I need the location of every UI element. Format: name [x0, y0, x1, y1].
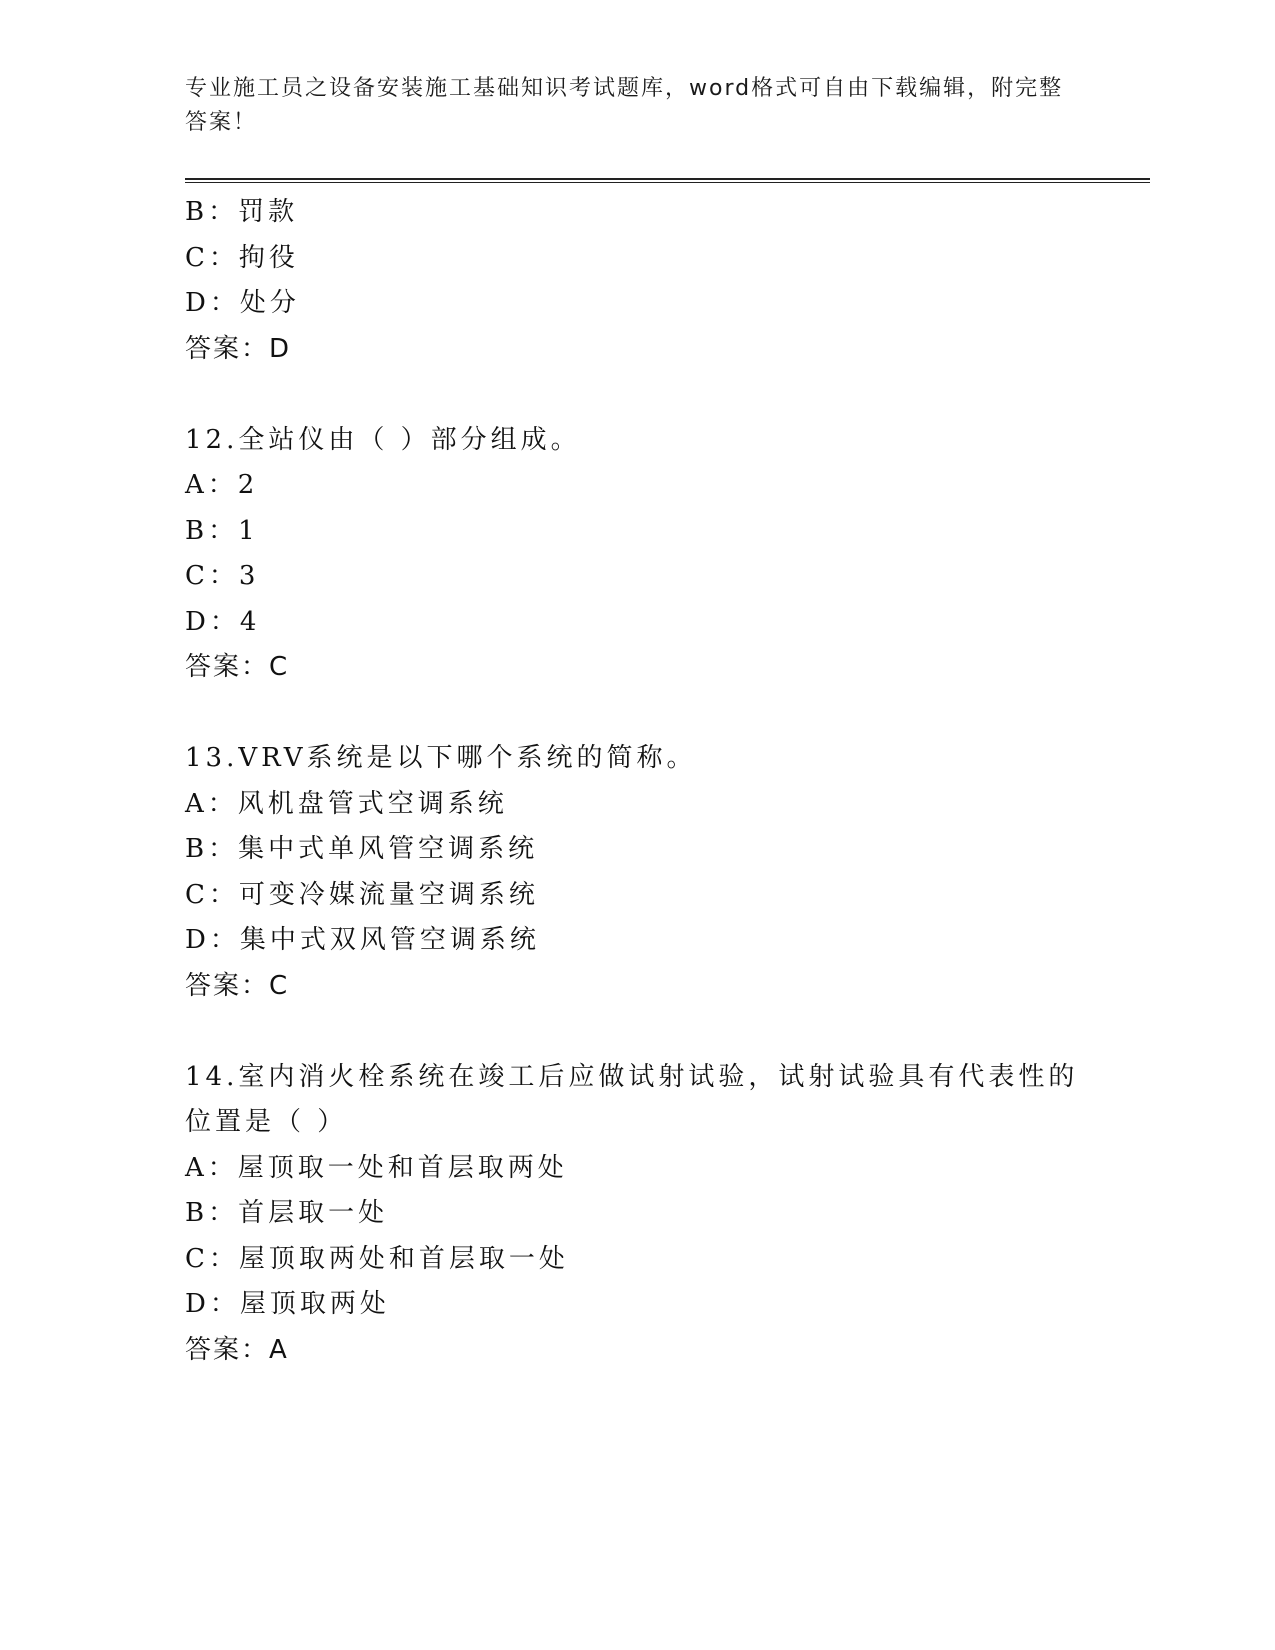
option-c: C：3 — [185, 561, 260, 591]
question-11-tail — [185, 190, 1085, 372]
option-c: C：拘役 — [185, 242, 299, 273]
spacer — [185, 1009, 1085, 1055]
spacer — [185, 691, 1085, 737]
option-a: A：风机盘管式空调系统 — [185, 788, 508, 819]
option-b: B：集中式单风管空调系统 — [185, 834, 539, 864]
question-13 — [185, 736, 1085, 1009]
question-stem: 14.室内消火栓系统在竣工后应做试射试验，试射试验具有代表性的位置是（ ） — [185, 1061, 1079, 1137]
spacer — [185, 372, 1085, 418]
answer-line: 答案：A — [185, 1334, 289, 1365]
question-stem: 13.VRV系统是以下哪个系统的简称。 — [185, 743, 697, 773]
option-d: D：集中式双风管空调系统 — [185, 925, 540, 955]
question-14 — [185, 1055, 1085, 1374]
header-rule-thin — [185, 182, 1150, 183]
option-a: A：屋顶取一处和首层取两处 — [185, 1152, 568, 1183]
option-c: C：可变冷媒流量空调系统 — [185, 879, 539, 910]
header-rule-thick — [185, 178, 1150, 180]
answer-line: 答案：C — [185, 652, 290, 682]
option-c: C：屋顶取两处和首层取一处 — [185, 1243, 569, 1274]
question-list — [185, 190, 1085, 1373]
option-d: D：屋顶取两处 — [185, 1289, 390, 1319]
option-d: D：4 — [185, 606, 261, 637]
option-d: D：处分 — [185, 288, 300, 318]
option-b: B：罚款 — [185, 197, 299, 227]
answer-line: 答案：D — [185, 333, 292, 364]
document-header: 专业施工员之设备安装施工基础知识考试题库，word格式可自由下载编辑，附完整答案！ — [185, 76, 1064, 135]
answer-line: 答案：C — [185, 970, 290, 1001]
option-b: B：首层取一处 — [185, 1198, 389, 1228]
option-b: B：1 — [185, 515, 259, 546]
question-12 — [185, 418, 1085, 691]
option-a: A：2 — [185, 470, 259, 500]
question-stem: 12.全站仪由（ ）部分组成。 — [185, 424, 581, 455]
